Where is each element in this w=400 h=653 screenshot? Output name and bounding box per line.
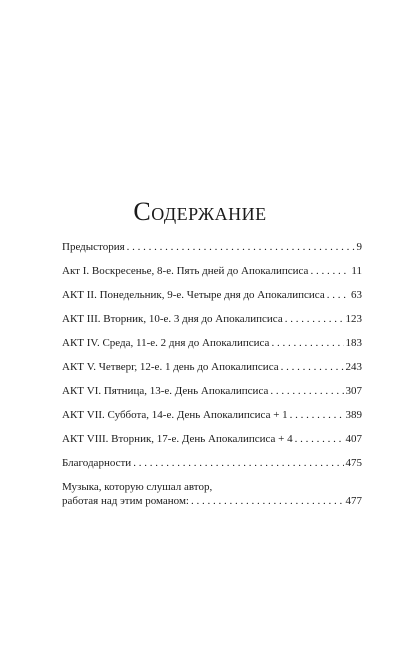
toc-entry-page: 63: [351, 289, 362, 301]
toc-leader-dots: [327, 288, 349, 302]
toc-entry-label: АКТ V. Четверг, 12-е. 1 день до Апокалипсиса: [62, 361, 279, 373]
toc-entry-label: АКТ VII. Суббота, 14-е. День Апокалипсиса + 1: [62, 409, 288, 421]
toc-leader-dots: [281, 360, 344, 374]
toc-entry[interactable]: [62, 384, 362, 398]
toc-entry-label: АКТ III. Вторник, 10-е. 3 дня до Апокалипсиса: [62, 313, 283, 325]
toc-entry-page: 123: [345, 313, 362, 325]
toc-entry-page: 9: [356, 241, 362, 253]
toc-entry[interactable]: [62, 336, 362, 350]
toc-entry-label: АКТ IV. Среда, 11-е. 2 дня до Апокалипсиса: [62, 337, 270, 349]
toc-entry-label: Акт I. Воскресенье, 8-е. Пять дней до Апокалипсиса: [62, 265, 309, 277]
toc-entry[interactable]: [62, 432, 362, 446]
toc-leader-dots: [290, 408, 344, 422]
toc-entry-label: АКТ VI. Пятница, 13-е. День Апокалипсиса: [62, 385, 269, 397]
toc-leader-dots: [270, 384, 343, 398]
toc-entry[interactable]: [62, 240, 362, 254]
toc-entry-page: 407: [345, 433, 362, 445]
toc-entry-page: 477: [345, 495, 362, 507]
toc-entry[interactable]: [62, 288, 362, 302]
toc-entry-label-line1: Музыка, которую слушал автор,: [62, 481, 213, 493]
toc-entry-page: 183: [345, 337, 362, 349]
toc-entry-page: 307: [345, 385, 362, 397]
toc-entry-label: работая над этим романом:: [62, 495, 189, 507]
toc-leader-dots: [310, 264, 349, 278]
toc-entry[interactable]: [62, 408, 362, 422]
toc-entry-label: Предыстория: [62, 241, 125, 253]
toc-leader-dots: [285, 312, 344, 326]
toc-leader-dots: [271, 336, 343, 350]
toc-leader-dots: [127, 240, 355, 254]
toc-entry-label: АКТ II. Понедельник, 9-е. Четыре дня до Апокалипсиса: [62, 289, 325, 301]
toc-entry-page: 11: [351, 265, 362, 277]
toc-entry[interactable]: [62, 264, 362, 278]
toc-entry[interactable]: [62, 360, 362, 374]
toc-leader-dots: [133, 456, 343, 470]
toc-entry-page: 389: [345, 409, 362, 421]
toc-leader-dots: [191, 494, 344, 508]
toc-entry-label: АКТ VIII. Вторник, 17-е. День Апокалипсиса + 4: [62, 433, 293, 445]
page-title: Содержание: [133, 197, 267, 226]
toc-entry[interactable]: [62, 480, 362, 508]
toc-leader-dots: [295, 432, 344, 446]
toc-entry[interactable]: [62, 456, 362, 470]
toc-entry-page: 243: [345, 361, 362, 373]
toc-entry[interactable]: [62, 312, 362, 326]
toc-entry-label: Благодарности: [62, 457, 132, 469]
toc-entry-page: 475: [345, 457, 362, 469]
